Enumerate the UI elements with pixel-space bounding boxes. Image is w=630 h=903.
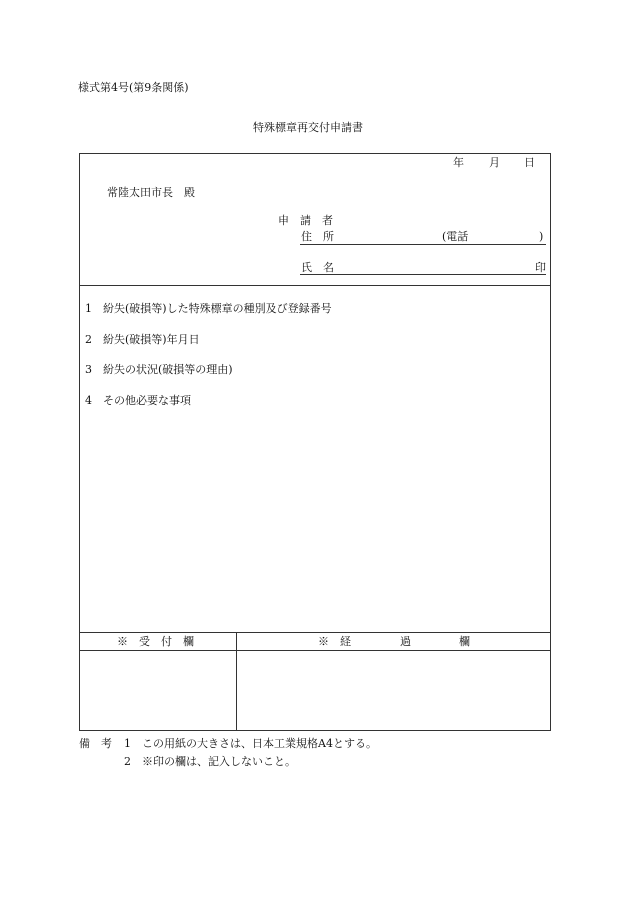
column-header-divider: [79, 650, 551, 651]
document-title: 特殊標章再交付申請書: [253, 121, 363, 134]
note-1: 1 この用紙の大きさは、日本工業規格A4とする。: [124, 737, 377, 750]
form-number: 様式第4号(第9条関係): [78, 81, 189, 94]
progress-column-header-end: 欄: [459, 635, 470, 648]
name-label: 氏 名: [301, 261, 334, 274]
items-section-divider: [79, 632, 551, 633]
address-label: 住 所: [301, 230, 334, 243]
top-section-divider: [79, 285, 551, 286]
applicant-heading: 申 請 者: [278, 214, 333, 227]
notes-label: 備 考: [79, 737, 112, 750]
item-1: 1 紛失(破損等)した特殊標章の種別及び登録番号: [85, 302, 332, 315]
date-month-label: 月: [489, 156, 500, 169]
date-year-label: 年: [453, 156, 464, 169]
address-underline: [300, 244, 546, 245]
seal-mark: 印: [535, 261, 546, 274]
date-day-label: 日: [524, 156, 535, 169]
column-divider: [236, 632, 237, 731]
reception-column-header: ※ 受 付 欄: [117, 635, 194, 648]
progress-column-header-mid: 過: [400, 635, 411, 648]
phone-close-label: ): [539, 230, 544, 243]
note-2: 2 ※印の欄は、記入しないこと。: [124, 755, 296, 768]
item-2: 2 紛失(破損等)年月日: [85, 333, 200, 346]
item-3: 3 紛失の状況(破損等の理由): [85, 363, 233, 376]
phone-open-label: (電話: [442, 230, 469, 243]
progress-column-header-start: ※ 経: [318, 635, 351, 648]
item-4: 4 その他必要な事項: [85, 394, 191, 407]
addressee: 常陸太田市長 殿: [107, 186, 195, 199]
name-underline: [300, 274, 546, 275]
